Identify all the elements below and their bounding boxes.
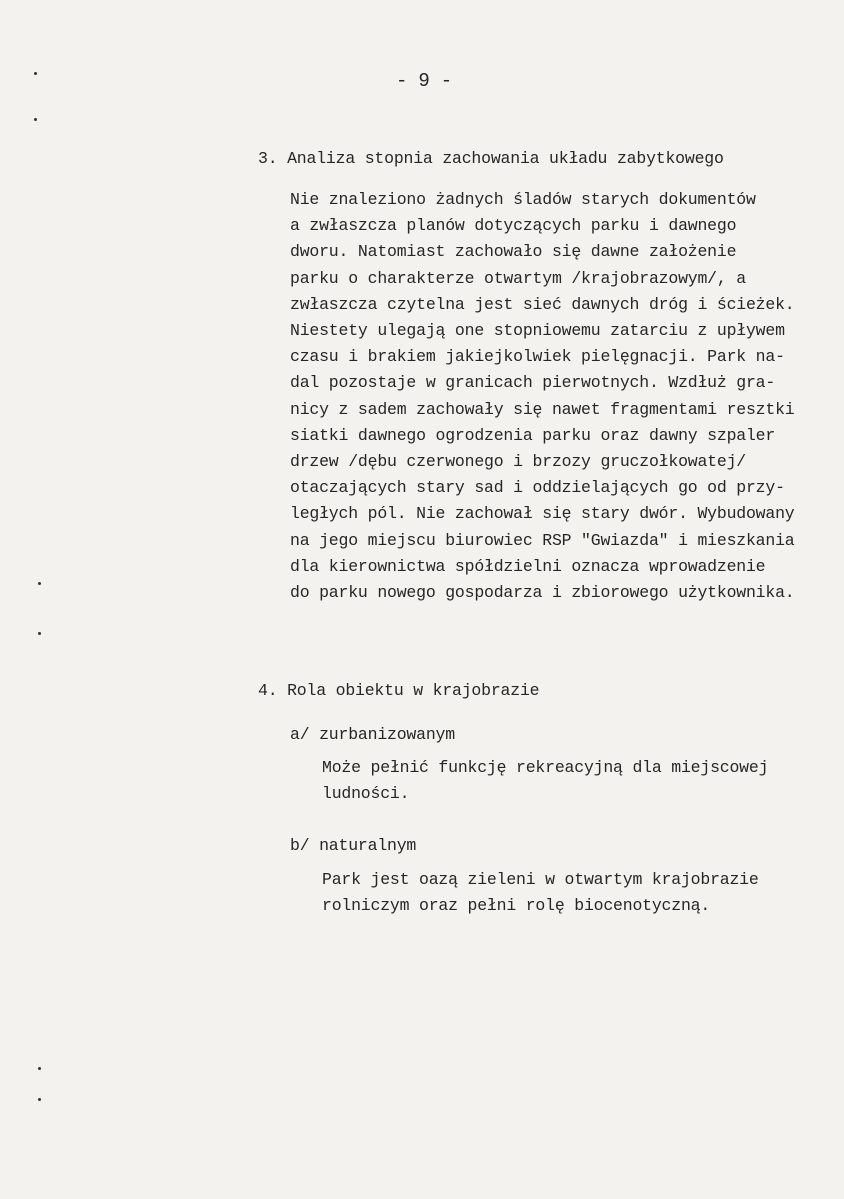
text-line: dla kierownictwa spółdzielni oznacza wprowadzenie bbox=[290, 556, 766, 576]
margin-mark bbox=[38, 632, 41, 635]
text-line: Park jest oazą zieleni w otwartym krajobrazie bbox=[322, 870, 759, 889]
margin-mark bbox=[34, 72, 37, 75]
text-line: drzew /dębu czerwonego i brzozy gruczołkowatej/ bbox=[290, 452, 746, 471]
text-line: Niestety ulegają one stopniowemu zatarciu z upływem bbox=[290, 321, 785, 340]
subsection-a-label: a/ zurbanizowanym bbox=[290, 725, 455, 744]
section-3-heading: 3. Analiza stopnia zachowania układu zabytkowego bbox=[258, 149, 724, 168]
margin-mark bbox=[38, 582, 41, 585]
margin-mark bbox=[34, 118, 37, 121]
section-4-heading: 4. Rola obiektu w krajobrazie bbox=[258, 681, 540, 700]
text-line: Nie znaleziono żadnych śladów starych dokumentów bbox=[290, 190, 756, 209]
text-line: dal pozostaje w granicach pierwotnych. Wzdłuż gra- bbox=[290, 373, 776, 393]
text-line: rolniczym oraz pełni rolę biocenotyczną. bbox=[322, 896, 711, 915]
text-line: czasu i brakiem jakiejkolwiek pielęgnacji. Park na- bbox=[290, 347, 785, 367]
text-line: otaczających stary sad i oddzielających go od przy- bbox=[290, 478, 785, 498]
text-line: zwłaszcza czytelna jest sieć dawnych dróg i ścieżek. bbox=[290, 294, 795, 314]
text-line: ludności. bbox=[322, 784, 410, 803]
text-line: na jego miejscu biurowiec RSP "Gwiazda" i mieszkania bbox=[290, 530, 795, 550]
page-number: - 9 - bbox=[396, 70, 453, 92]
margin-mark bbox=[38, 1098, 41, 1101]
subsection-b-label: b/ naturalnym bbox=[290, 836, 417, 855]
text-line: a zwłaszcza planów dotyczących parku i dawnego bbox=[290, 216, 737, 236]
text-line: siatki dawnego ogrodzenia parku oraz dawny szpaler bbox=[290, 425, 776, 445]
text-line: parku o charakterze otwartym /krajobrazowym/, a bbox=[290, 268, 746, 288]
text-line: do parku nowego gospodarza i zbiorowego użytkownika. bbox=[290, 583, 795, 602]
margin-mark bbox=[38, 1067, 41, 1070]
text-line: nicy z sadem zachowały się nawet fragmentami resztki bbox=[290, 399, 795, 419]
text-line: Może pełnić funkcję rekreacyjną dla miejscowej bbox=[322, 758, 769, 777]
text-line: dworu. Natomiast zachowało się dawne założenie bbox=[290, 242, 737, 262]
text-line: ległych pól. Nie zachował się stary dwór. Wybudowany bbox=[290, 504, 795, 524]
